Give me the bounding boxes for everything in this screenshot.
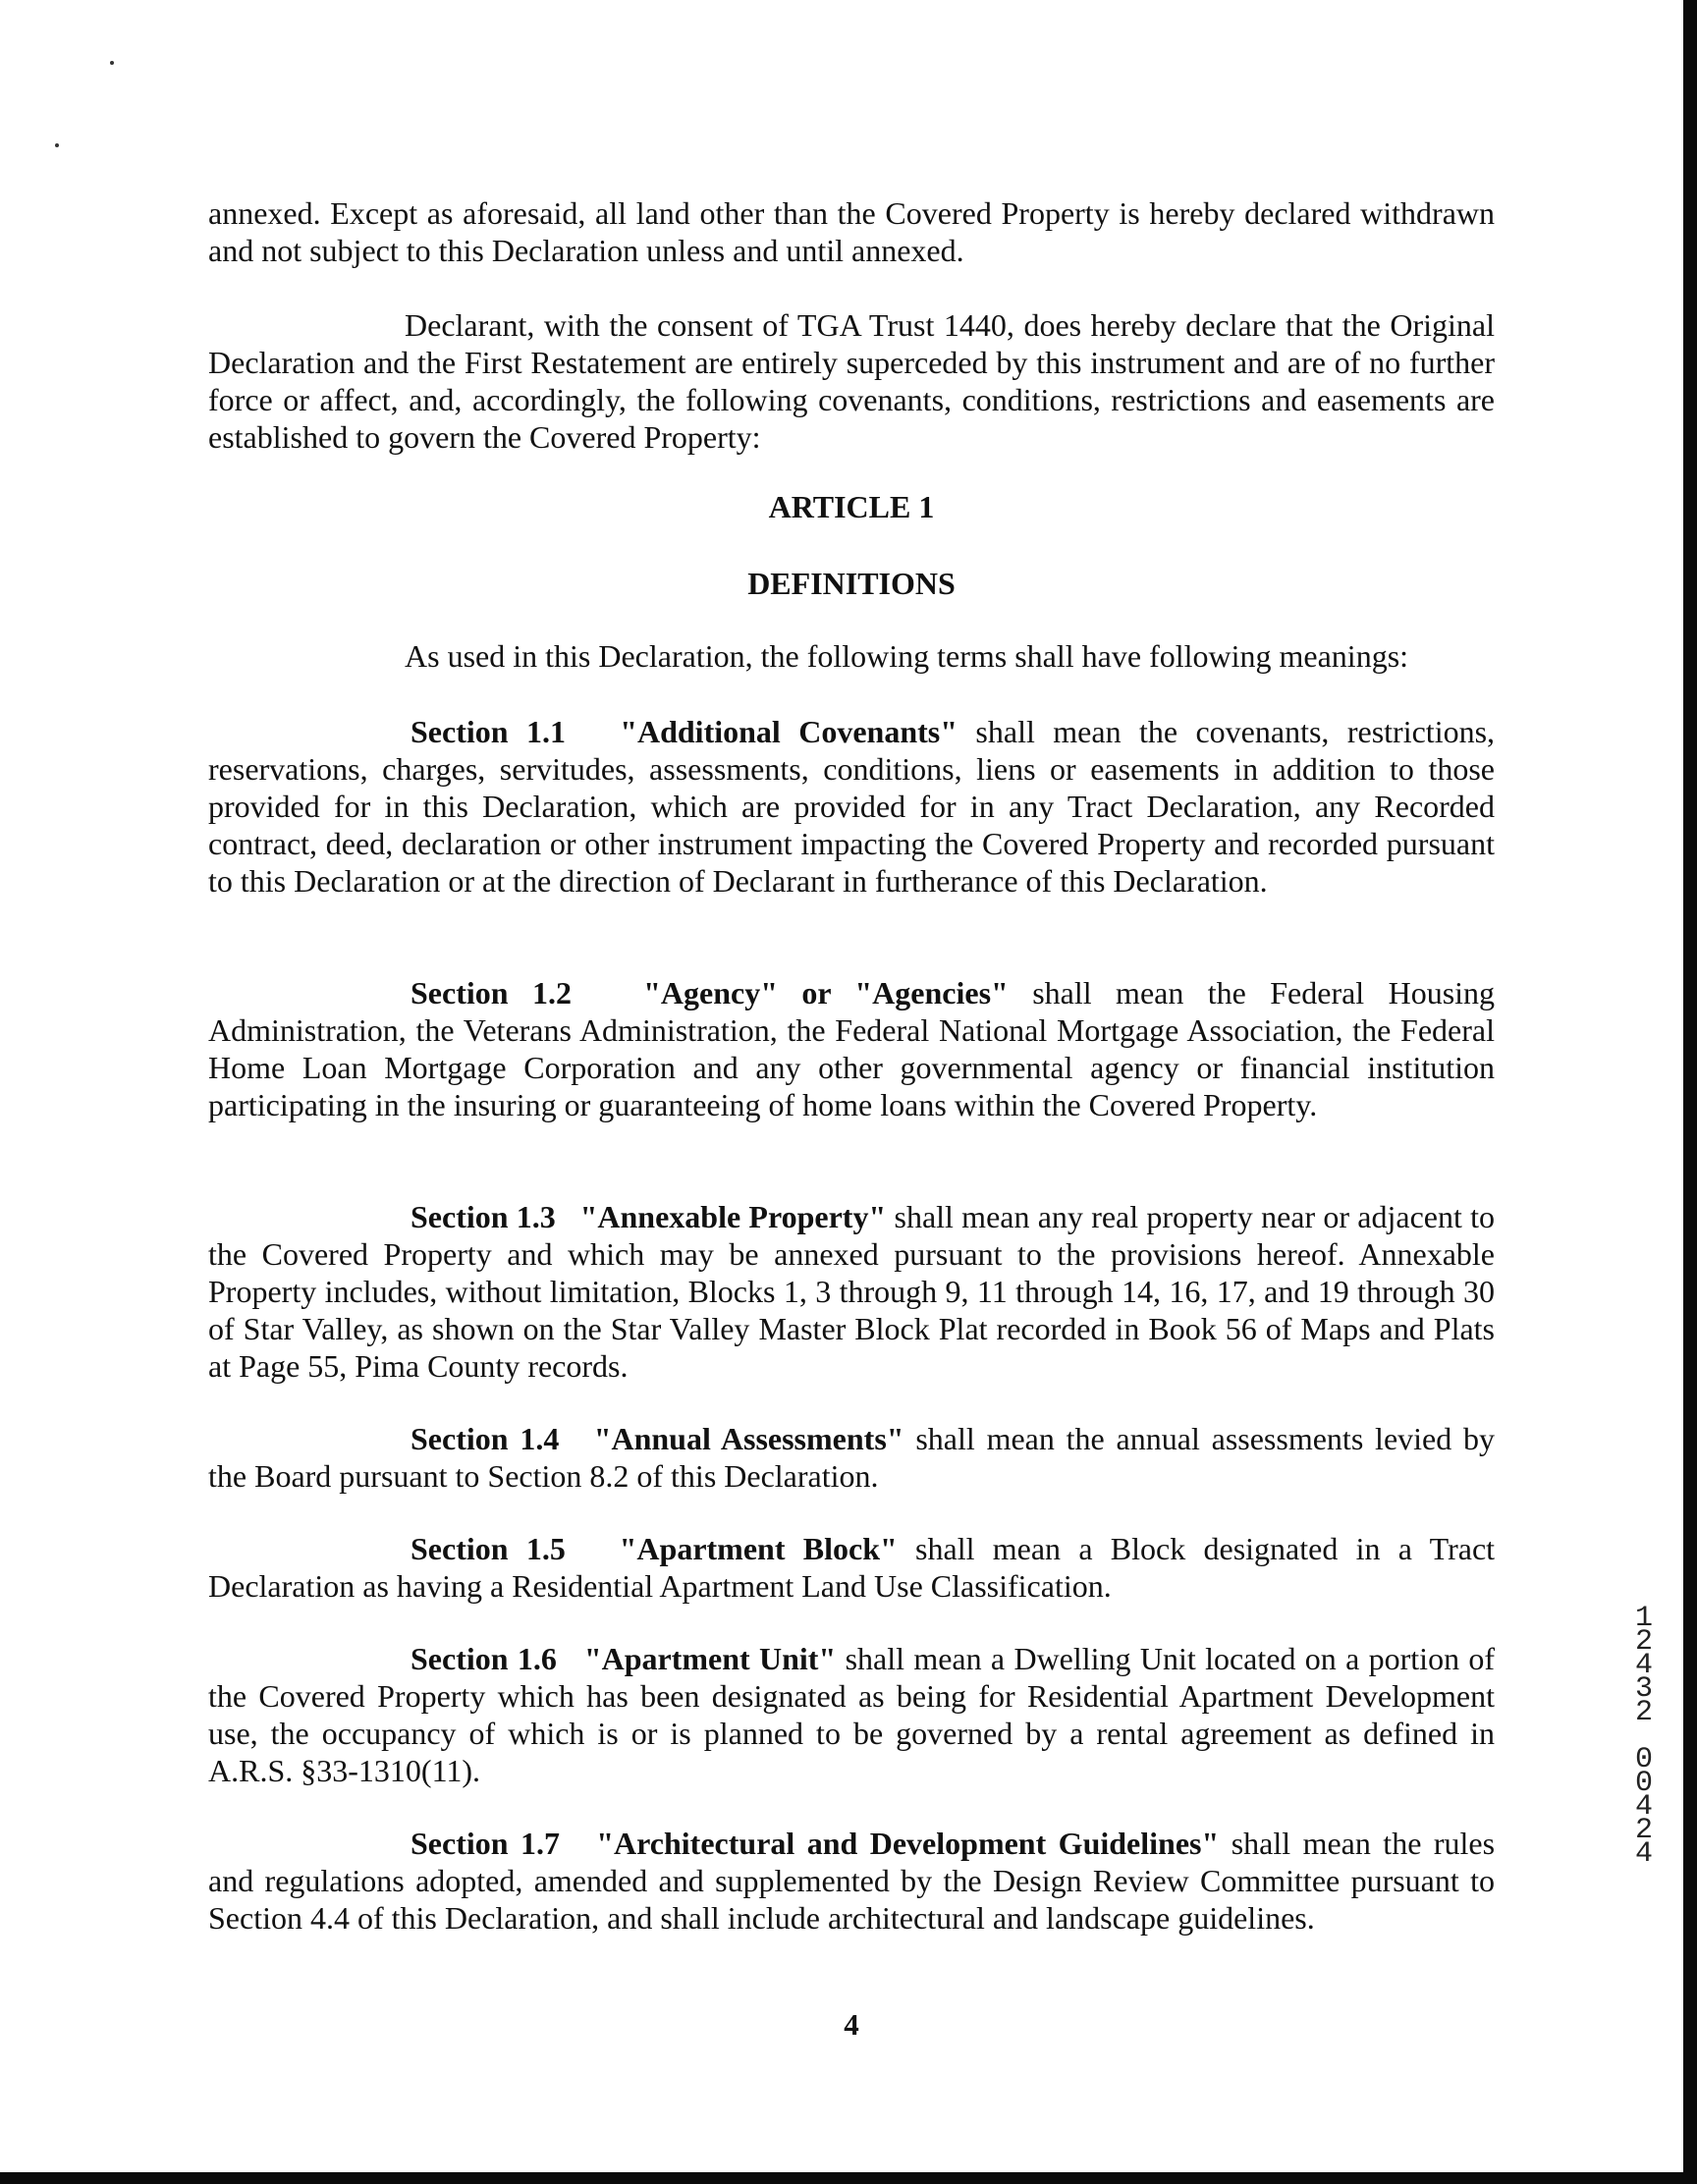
section-1-3 (208, 1198, 1495, 1385)
section-text: shall mean any real property near or adjacent to the Covered Property and which may be annexed pursuant to the provisions hereof. Annexable Property includes, without limitation, Blocks 1, 3 through 9, 11 through 14, 16, 17, and 19 through 30 of Star Valley, as shown on the Star Valley Master Block Plat recorded in Book 56 of Maps and Plats at Page 55, Pima County records. (208, 1199, 1496, 1384)
section-1-6 (208, 1640, 1495, 1789)
page-number: 4 (844, 2007, 859, 2042)
section-1-4 (208, 1420, 1495, 1495)
section-text: shall mean the annual assessments levied by the Board pursuant to Section 8.2 of this Declaration. (208, 1421, 1496, 1494)
doc-number-digit: 4 (1634, 1837, 1653, 1871)
section-1-1 (208, 713, 1495, 900)
section-term: "Apartment Block" (619, 1531, 898, 1566)
paragraph-annexed: annexed. Except as aforesaid, all land other than the Covered Property is hereby declared withdrawn and not subject to this Declaration unless and until annexed. (208, 195, 1495, 268)
doc-number-digit: 2 (1634, 1625, 1653, 1659)
section-1-7 (208, 1825, 1495, 1937)
section-text: shall mean a Dwelling Unit located on a portion of the Covered Property which has been designated as being for Residential Apartment Development use, the occupancy of which is or is planned to be governed by a rental agreement as defined in A.R.S. §33-1310(11). (208, 1641, 1496, 1788)
section-text: shall mean the Federal Housing Administration, the Veterans Administration, the Federal National Mortgage Association, the Federal Home Loan Mortgage Corporation and any other governmental agency or financial institution participating in the insuring or guaranteeing of home loans within the Covered Property. (208, 975, 1496, 1122)
doc-number-digit: 2 (1634, 1814, 1653, 1847)
article-subtitle: DEFINITIONS (747, 566, 956, 601)
section-number: Section 1.3 (411, 1199, 556, 1234)
section-text: shall mean the rules and regulations adopted, amended and supplemented by the Design Review Committee pursuant to Section 4.4 of this Declaration, and shall include architectural and landscape guidelines. (208, 1826, 1496, 1936)
section-term: "Apartment Unit" (583, 1641, 837, 1676)
section-text: shall mean a Block designated in a Tract Declaration as having a Residential Apartment Land Use Classification. (208, 1531, 1496, 1604)
doc-number-digit: 0 (1634, 1743, 1653, 1776)
doc-number-digit: 2 (1634, 1696, 1653, 1729)
scan-speck (110, 61, 114, 65)
section-term: "Annexable Property" (579, 1199, 887, 1234)
section-number: Section 1.7 (411, 1826, 560, 1861)
section-number: Section 1.4 (411, 1421, 560, 1456)
scan-border-bottom (0, 2172, 1697, 2184)
doc-number-digit: 1 (1634, 1602, 1653, 1635)
section-text: shall mean the covenants, restrictions, reservations, charges, servitudes, assessments, conditions, liens or easements in addition to those provided for in this Declaration, which are provided for in any Tract Declaration, any Recorded contract, deed, declaration or other instrument impacting the Covered Property and recorded pursuant to this Declaration or at the direction of Declarant in furtherance of this Declaration. (208, 714, 1496, 899)
article-title: ARTICLE 1 (768, 489, 935, 524)
section-1-5 (208, 1530, 1495, 1605)
definitions-intro: As used in this Declaration, the following terms shall have following meanings: (405, 638, 1409, 674)
section-number: Section 1.6 (411, 1641, 557, 1676)
section-term: "Agency" or "Agencies" (643, 975, 1009, 1010)
section-number: Section 1.5 (411, 1531, 566, 1566)
section-term: "Annual Assessments" (593, 1421, 904, 1456)
scan-speck (55, 143, 59, 147)
paragraph-declarant: Declarant, with the consent of TGA Trust 1440, does hereby declare that the Original Declaration and the First Restatement are entirely superceded by this instrument and are of no further force or affect, and, accordingly, the following covenants, conditions, restrictions and easements are established to govern the Covered Property: (208, 307, 1495, 455)
doc-number-digit: 3 (1634, 1672, 1653, 1706)
section-term: "Architectural and Development Guidelines" (596, 1826, 1220, 1861)
section-term: "Additional Covenants" (620, 714, 958, 749)
doc-number-digit: 0 (1634, 1767, 1653, 1800)
section-number: Section 1.2 (411, 975, 572, 1010)
scan-border-right (1683, 0, 1697, 2184)
doc-number-digit: 4 (1634, 1790, 1653, 1824)
section-number: Section 1.1 (411, 714, 566, 749)
margin-document-number (1632, 1602, 1656, 1871)
section-1-2 (208, 974, 1495, 1123)
doc-number-digit: 4 (1634, 1649, 1653, 1682)
